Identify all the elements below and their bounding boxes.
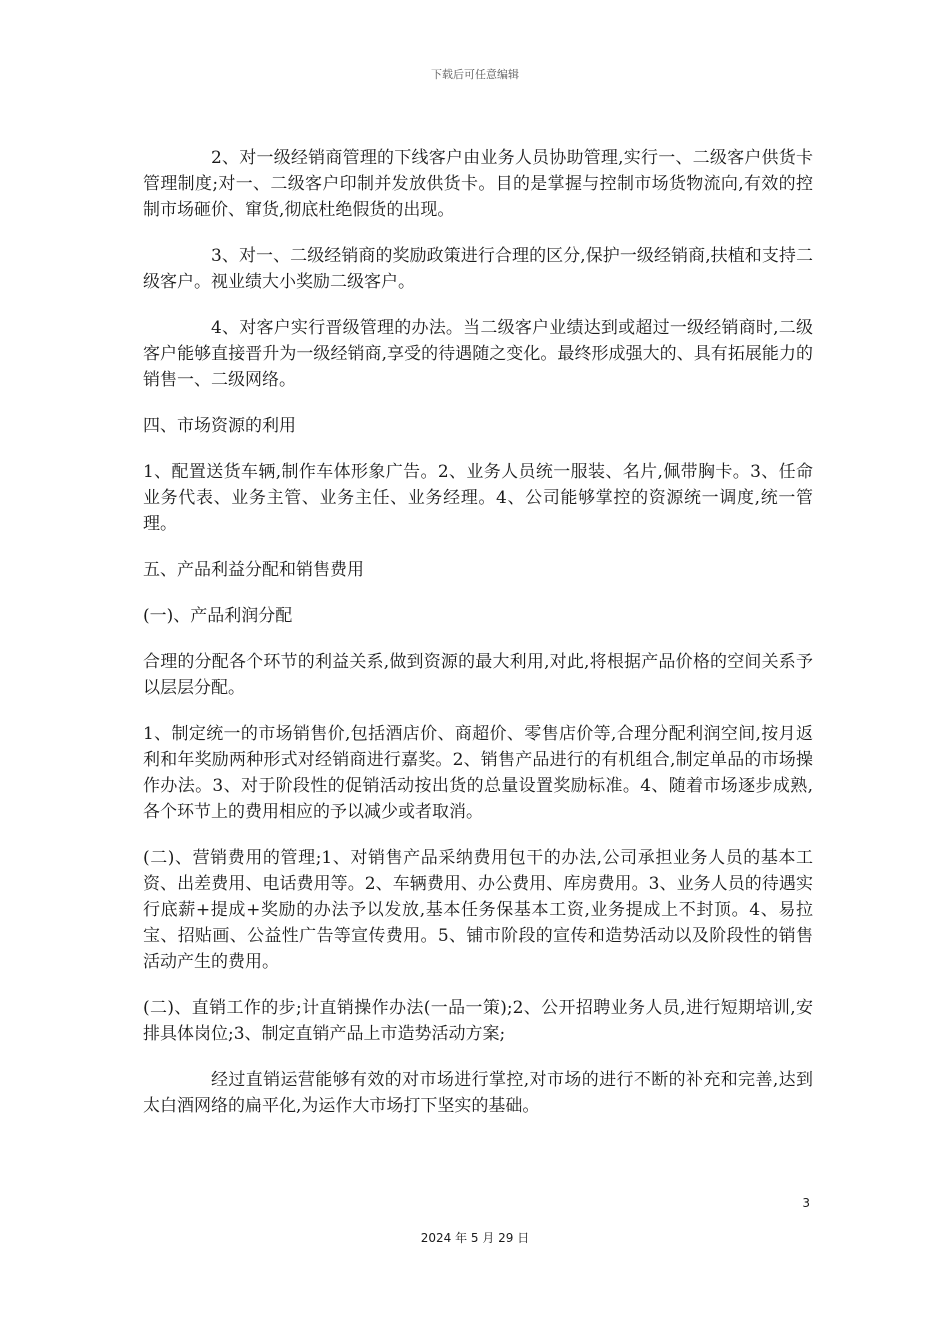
paragraph-profit-relations: 合理的分配各个环节的利益关系,做到资源的最大利用,对此,将根据产品价格的空间关系予以层层分配。 — [143, 652, 813, 698]
paragraph-market-resources: 1、配置送货车辆,制作车体形象广告。2、业务人员统一服装、名片,佩带胸卡。3、任命业务代表、业务主管、业务主任、业务经理。4、公司能够掌控的资源统一调度,统一管理。 — [143, 462, 813, 534]
paragraph-conclusion: 经过直销运营能够有效的对市场进行掌控,对市场的进行不断的补充和完善,达到太白酒网络的扁平化,为运作大市场打下坚实的基础。 — [143, 1070, 813, 1116]
page-number: 3 — [802, 1196, 810, 1210]
section-heading-profit-and-cost: 五、产品利益分配和销售费用 — [143, 560, 364, 580]
page-footer-date: 2024 年 5 月 29 日 — [420, 1231, 530, 1245]
paragraph-direct-sales-steps: (二)、直销工作的步;计直销操作办法(一品一策);2、公开招聘业务人员,进行短期培训,安排具体岗位;3、制定直销产品上市造势活动方案; — [143, 998, 813, 1044]
paragraph-distributor-management: 2、对一级经销商管理的下线客户由业务人员协助管理,实行一、二级客户供货卡管理制度;对一、二级客户印制并发放供货卡。目的是掌握与控制市场货物流向,有效的控制市场砸价、窜货,彻底杜绝假货的出现。 — [143, 148, 813, 220]
paragraph-pricing-rules: 1、制定统一的市场销售价,包括酒店价、商超价、零售店价等,合理分配利润空间,按月返利和年奖励两种形式对经销商进行嘉奖。2、销售产品进行的有机组合,制定单品的市场操作办法。3、对于阶段性的促销活动按出货的总量设置奖励标准。4、随着市场逐步成熟,各个环节上的费用相应的予以减少或者取消。 — [143, 724, 813, 822]
subheading-profit-distribution: (一)、产品利润分配 — [143, 606, 293, 626]
paragraph-promotion-management: 4、对客户实行晋级管理的办法。当二级客户业绩达到或超过一级经销商时,二级客户能够直接晋升为一级经销商,享受的待遇随之变化。最终形成强大的、具有拓展能力的销售一、二级网络。 — [143, 318, 813, 390]
section-heading-market-resources: 四、市场资源的利用 — [143, 416, 296, 436]
document-body — [143, 145, 813, 1139]
paragraph-marketing-costs: (二)、营销费用的管理;1、对销售产品采纳费用包干的办法,公司承担业务人员的基本工资、出差费用、电话费用等。2、车辆费用、办公费用、库房费用。3、业务人员的待遇实行底薪+提成+奖励的办法予以发放,基本任务保基本工资,业务提成上不封顶。4、易拉宝、招贴画、公益性广告等宣传费用。5、铺市阶段的宣传和造势活动以及阶段性的销售活动产生的费用。 — [143, 848, 813, 972]
page-header: 下载后可任意编辑 — [431, 68, 519, 81]
paragraph-incentive-policy: 3、对一、二级经销商的奖励政策进行合理的区分,保护一级经销商,扶植和支持二级客户。视业绩大小奖励二级客户。 — [143, 246, 813, 292]
